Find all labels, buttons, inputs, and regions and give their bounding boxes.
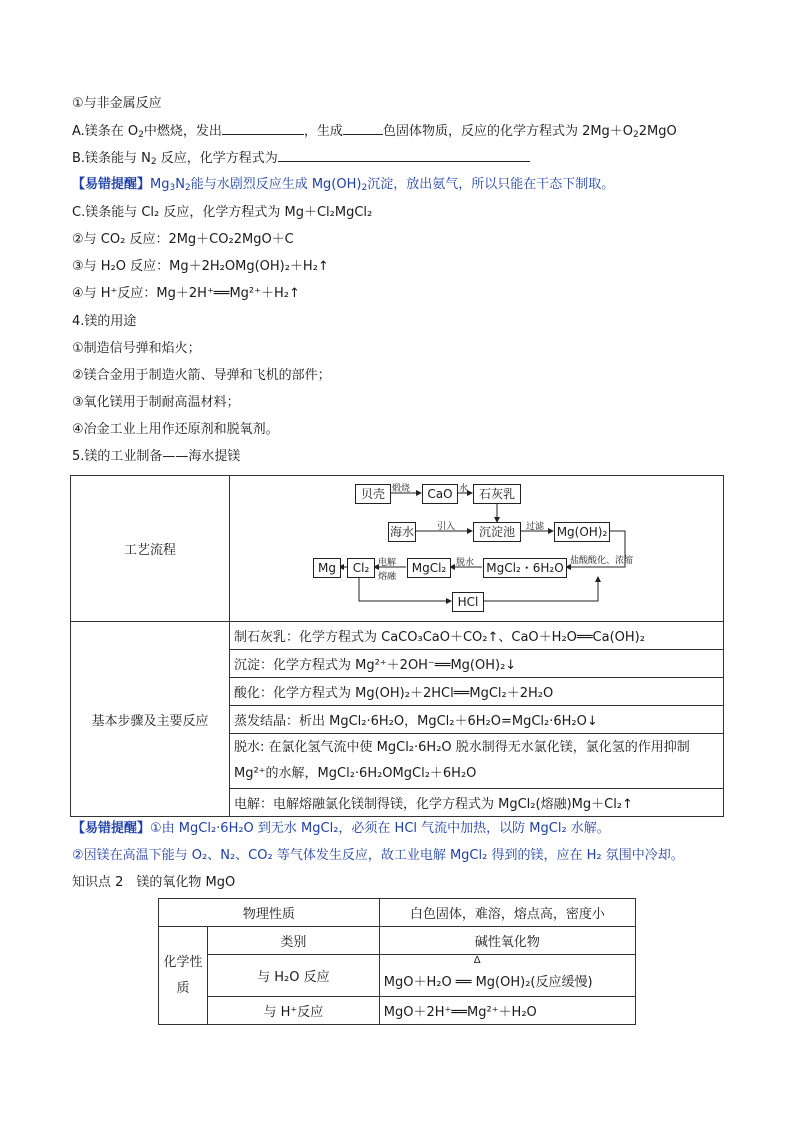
box-haishui: 海水 — [388, 522, 416, 542]
text: B.镁条能与 N — [72, 151, 151, 166]
text: A.镁条在 O — [72, 124, 139, 139]
text: Mg — [150, 177, 170, 192]
text: 能与水剧烈反应生成 Mg(OH) — [190, 177, 362, 192]
use-4: ④冶金工业上用作还原剂和脱氧剂。 — [72, 422, 279, 437]
h2o-value: MgO＋H₂O ══ Mg(OH)₂(反应缓慢) — [383, 975, 593, 990]
step-row — [230, 734, 724, 789]
line-hint3: ②因镁在高温下能与 O₂、N₂、CO₂ 等气体发生反应，故工业电解 MgCl₂ 得到的镁，应在 H₂ 氛围中冷却。 — [72, 848, 684, 863]
cat-value: 碱性氧化物 — [379, 927, 635, 955]
heading-mgo: 知识点 2 镁的氧化物 MgO — [72, 875, 236, 890]
h-value: MgO＋2H⁺══Mg²⁺＋H₂O — [379, 997, 635, 1025]
step-text: Mg²⁺的水解，MgCl₂·6H₂OMgCl₂＋6H₂O — [234, 766, 477, 781]
label-tuoshui: 脱水 — [456, 558, 475, 568]
label-suanhua: 盐酸酸化、浓缩 — [570, 556, 634, 566]
box-mgcl2-hydrate: MgCl₂・6H₂O — [483, 558, 567, 578]
hint-tag: 【易错提醒】 — [72, 177, 151, 192]
line-nonmetal: ①与非金属反应 — [72, 96, 162, 111]
box-hcl: HCl — [452, 592, 484, 612]
line-h2o: ③与 H₂O 反应：Mg＋2H₂OMg(OH)₂＋H₂↑ — [72, 259, 329, 274]
cat-label: 类别 — [208, 927, 380, 955]
phys-label: 物理性质 — [159, 899, 380, 927]
box-cao: CaO — [422, 484, 458, 504]
delta-mark: Δ — [473, 955, 481, 966]
steps-label: 基本步骤及主要反应 — [71, 622, 230, 817]
text: 沉淀，放出氨气，所以只能在干态下制取。 — [367, 177, 615, 192]
flow-label: 工艺流程 — [71, 476, 230, 622]
box-mg: Mg — [313, 558, 341, 578]
line-b: B.镁条能与 $N_2$ 反应，化学方程式为 — [72, 149, 530, 171]
box-chendianchi: 沉淀池 — [473, 522, 521, 542]
label-guolv: 过滤 — [526, 522, 545, 532]
hint-tag: 【易错提醒】 — [72, 821, 151, 836]
h2o-label: 与 H₂O 反应 — [208, 955, 380, 997]
box-beike: 贝壳 — [355, 484, 391, 504]
line-co2: ②与 CO₂ 反应：2Mg＋CO₂2MgO＋C — [72, 232, 294, 247]
label-rongrong: 熔融 — [378, 572, 397, 582]
text: N — [175, 177, 185, 192]
text: 中燃烧，发出 — [143, 124, 222, 139]
h-label: 与 H⁺反应 — [208, 997, 380, 1025]
line-hint2 — [72, 820, 610, 838]
phys-value: 白色固体，难溶，熔点高，密度小 — [379, 899, 635, 927]
label-yinru: 引入 — [437, 522, 456, 532]
use-2: ②镁合金用于制造火箭、导弹和飞机的部件； — [72, 368, 331, 383]
box-mgoh2: Mg(OH)₂ — [554, 522, 610, 542]
mgo-table — [158, 898, 636, 1025]
step-text: 脱水: 在氯化氢气流中使 MgCl₂·6H₂O 脱水制得无水氯化镁，氯化氢的作用抑制 — [234, 740, 690, 755]
step-row: 沉淀：化学方程式为 Mg²⁺＋2OH⁻══Mg(OH)₂↓ — [230, 650, 724, 678]
line-h: ④与 H⁺反应：Mg＋2H⁺══Mg²⁺＋H₂↑ — [72, 286, 300, 301]
label-shui: 水 — [459, 484, 469, 494]
line-c: C.镁条能与 Cl₂ 反应，化学方程式为 Mg＋Cl₂MgCl₂ — [72, 205, 373, 220]
step-row: 蒸发结晶：析出 MgCl₂·6H₂O，MgCl₂＋6H₂O=MgCl₂·6H₂O↓ — [230, 706, 724, 734]
use-3: ③氧化镁用于制耐高温材料； — [72, 395, 240, 410]
heading-industrial: 5.镁的工业制备——海水提镁 — [72, 449, 241, 464]
step-row: 制石灰乳：化学方程式为 CaCO₃CaO＋CO₂↑、CaO＋H₂O══Ca(OH)₂ — [230, 622, 724, 650]
text: 色固体物质，反应的化学方程式为 2Mg＋O — [382, 124, 634, 139]
text: 2MgO — [638, 124, 677, 139]
label-duanshao: 煅烧 — [392, 484, 411, 494]
box-mgcl2: MgCl₂ — [407, 558, 451, 578]
line-hint1: 【易错提醒】$Mg_3N_2$能与水剧烈反应生成 $Mg(OH)_2$沉淀，放出氨气，所以只能在干态下制取。 — [72, 177, 615, 193]
label-dianjie: 电解 — [378, 558, 397, 568]
box-shihuiru: 石灰乳 — [473, 484, 521, 504]
heading-uses: 4.镁的用途 — [72, 314, 137, 329]
text: ①由 MgCl₂·6H₂O 到无水 MgCl₂，必须在 HCl 气流中加热，以防 MgCl₂ 水解。 — [150, 821, 610, 836]
step-row: 电解：电解熔融氯化镁制得镁，化学方程式为 MgCl₂(熔融)Mg＋Cl₂↑ — [230, 789, 724, 817]
line-a: A.镁条在 $O_2$中燃烧，发出 ，生成 色固体物质，反应的化学方程式为 $2Mg+O_22MgO$ — [72, 124, 677, 140]
step-row: 酸化：化学方程式为 Mg(OH)₂＋2HCl══MgCl₂＋2H₂O — [230, 678, 724, 706]
h2o-cell — [379, 955, 635, 997]
use-1: ①制造信号弹和焰火； — [72, 341, 201, 356]
box-cl2: Cl₂ — [347, 558, 375, 578]
text: 反应，化学方程式为 — [156, 151, 278, 166]
chem-label: 化学性质 — [159, 927, 208, 1025]
text: ，生成 — [303, 124, 343, 139]
